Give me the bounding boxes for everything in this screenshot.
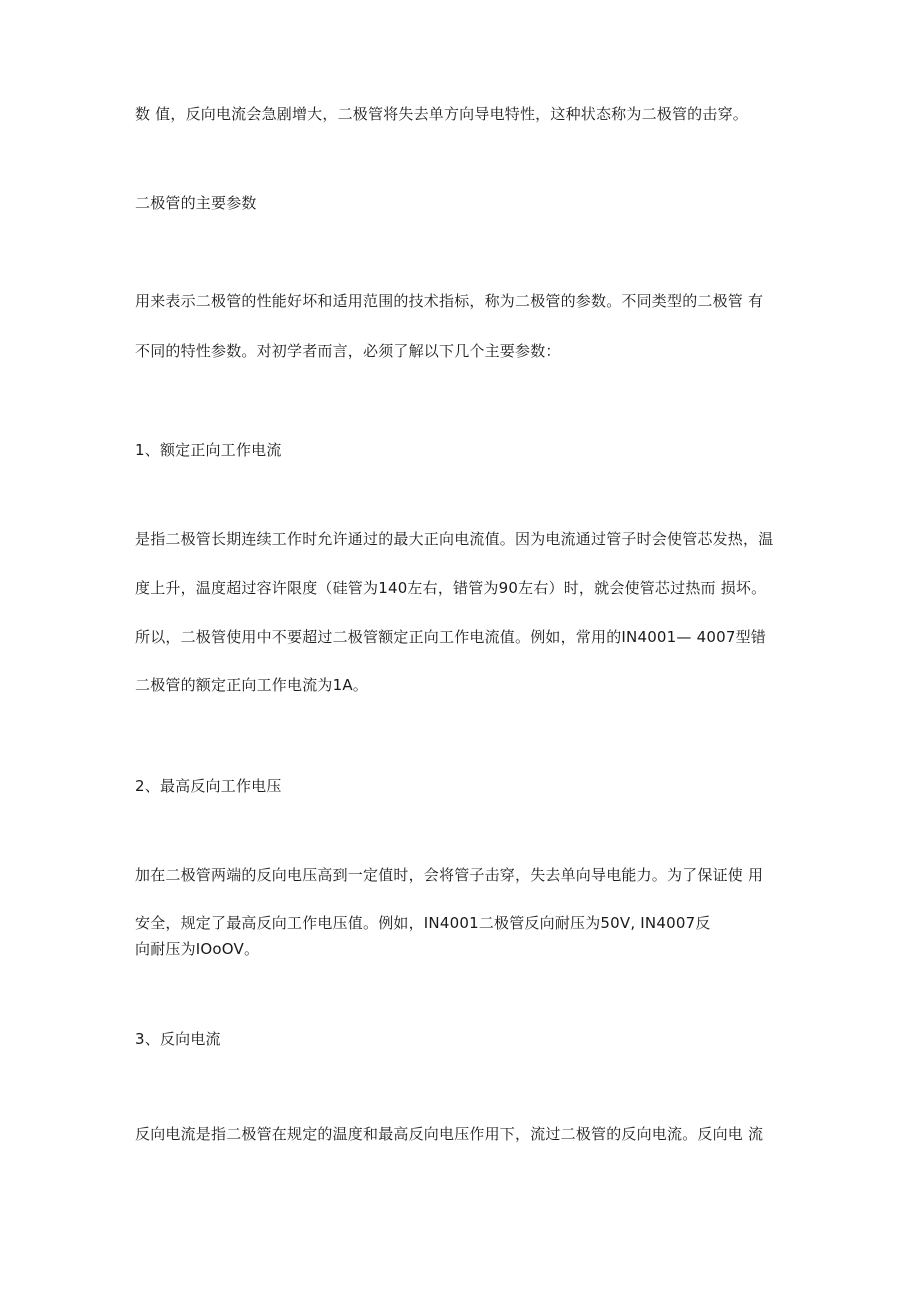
param-3-line: 反向电流是指二极管在规定的温度和最高反向电压作用下，流过二极管的反向电流。反向电 流 [135,1125,764,1143]
param-heading-3: 3、反向电流 [135,1030,221,1048]
intro-line: 数 值，反向电流会急剧增大，二极管将失去单方向导电特性，这种状态称为二极管的击穿。 [135,105,748,123]
param-heading-2: 2、最高反向工作电压 [135,777,282,795]
param-2-line: 安全，规定了最高反向工作电压值。例如，IN4001二极管反向耐压为50V, IN4007反 [135,914,711,932]
overview-line: 不同的特性参数。对初学者而言，必须了解以下几个主要参数： [135,342,561,360]
param-1-line: 度上升，温度超过容许限度（硅管为140左右，错管为90左右）时，就会使管芯过热而 损坏。 [135,579,767,597]
param-2-line: 向耐压为IOoOV。 [135,940,260,958]
overview-line: 用来表示二极管的性能好坏和适用范围的技术指标，称为二极管的参数。不同类型的二极管 有 [135,292,764,310]
section-title: 二极管的主要参数 [135,194,257,212]
param-2-line: 加在二极管两端的反向电压高到一定值时，会将管子击穿，失去单向导电能力。为了保证使 用 [135,866,764,884]
param-1-line: 是指二极管长期连续工作时允许通过的最大正向电流值。因为电流通过管子时会使管芯发热，温 [135,530,774,548]
param-1-line: 所以，二极管使用中不要超过二极管额定正向工作电流值。例如，常用的IN4001— 4007型错 [135,628,766,646]
param-1-line: 二极管的额定正向工作电流为1A。 [135,676,369,694]
param-heading-1: 1、额定正向工作电流 [135,441,282,459]
